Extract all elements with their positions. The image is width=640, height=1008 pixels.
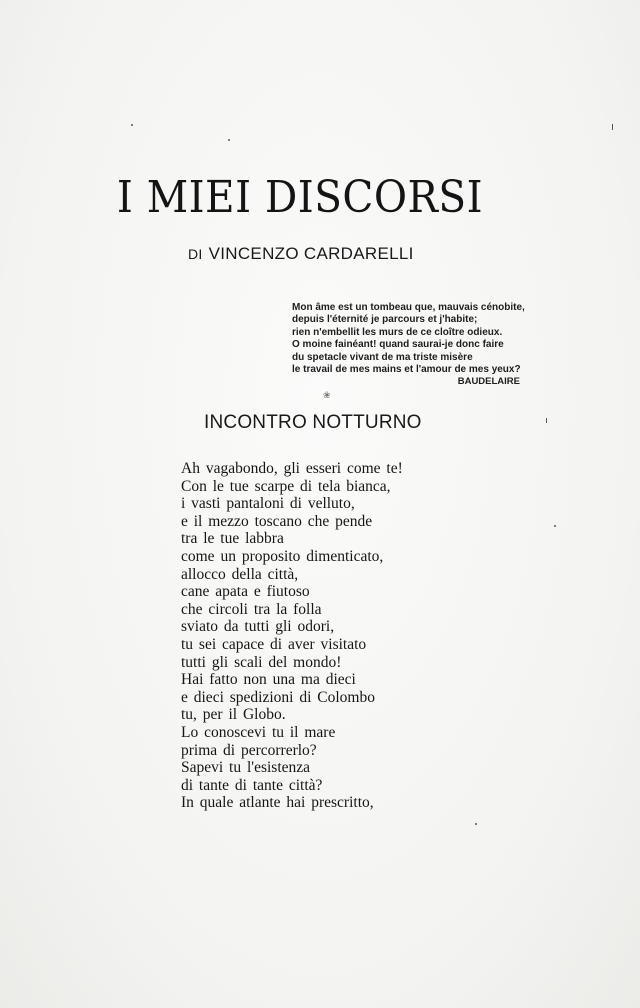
paper-speck <box>546 418 547 423</box>
poem-line: Lo conoscevi tu il mare <box>181 723 336 741</box>
poem-line: tra le tue labbra <box>181 530 284 548</box>
poem-line: allocco della città, <box>181 565 299 583</box>
poem-line: Ah vagabondo, gli esseri come te! <box>181 460 403 477</box>
poem-line: e il mezzo toscano che pende <box>181 512 373 530</box>
poem-line: prima di percorrerlo? <box>181 741 317 759</box>
poem-line: e dieci spedizioni di Colombo <box>181 688 375 706</box>
byline-prefix: DI <box>188 246 203 262</box>
poem-line: tu sei capace di aver visitato <box>181 635 367 653</box>
poem-line: tutti gli scali del mondo! <box>181 653 342 671</box>
paper-speck <box>228 139 230 141</box>
page-title: I MIEI DISCORSI <box>116 172 484 223</box>
epigraph-line: O moine fainéant! quand saurai-je donc faire <box>292 339 504 351</box>
section-title: INCONTRO NOTTURNO <box>204 412 422 433</box>
byline <box>188 244 414 264</box>
paper-speck <box>475 823 477 825</box>
paper-speck <box>131 124 133 126</box>
poem-line: In quale atlante hai prescritto, <box>181 794 374 812</box>
byline-author: VINCENZO CARDARELLI <box>208 244 414 263</box>
paper-speck <box>554 525 556 527</box>
poem-line: Con le tue scarpe di tela bianca, <box>181 477 391 495</box>
poem-line: Sapevi tu l'esistenza <box>181 759 311 777</box>
epigraph <box>292 302 532 389</box>
poem-line: che circoli tra la folla <box>181 600 322 618</box>
poem-line: cane apata e fiutoso <box>181 583 310 601</box>
poem-line: i vasti pantaloni di velluto, <box>181 495 355 513</box>
epigraph-line: rien n'embellit les murs de ce cloître odieux. <box>292 326 503 338</box>
poem-line: di tante di tante città? <box>181 776 323 794</box>
epigraph-author: BAUDELAIRE <box>457 376 520 388</box>
epigraph-line: depuis l'éternité je parcours et j'habite; <box>292 314 478 326</box>
epigraph-line: Mon âme est un tombeau que, mauvais cénobite, <box>292 302 525 313</box>
poem-line: come un proposito dimenticato, <box>181 547 384 565</box>
epigraph-line: du spetacle vivant de ma triste misère <box>292 351 473 363</box>
poem <box>181 460 403 812</box>
poem-line: sviato da tutti gli odori, <box>181 618 335 636</box>
poem-line: Hai fatto non una ma dieci <box>181 671 356 689</box>
poem-line: tu, per il Globo. <box>181 706 286 724</box>
paper-speck <box>612 124 613 130</box>
epigraph-line: le travail de mes mains et l'amour de mes yeux? <box>292 364 521 376</box>
ornament-icon: ❀ <box>323 391 331 401</box>
